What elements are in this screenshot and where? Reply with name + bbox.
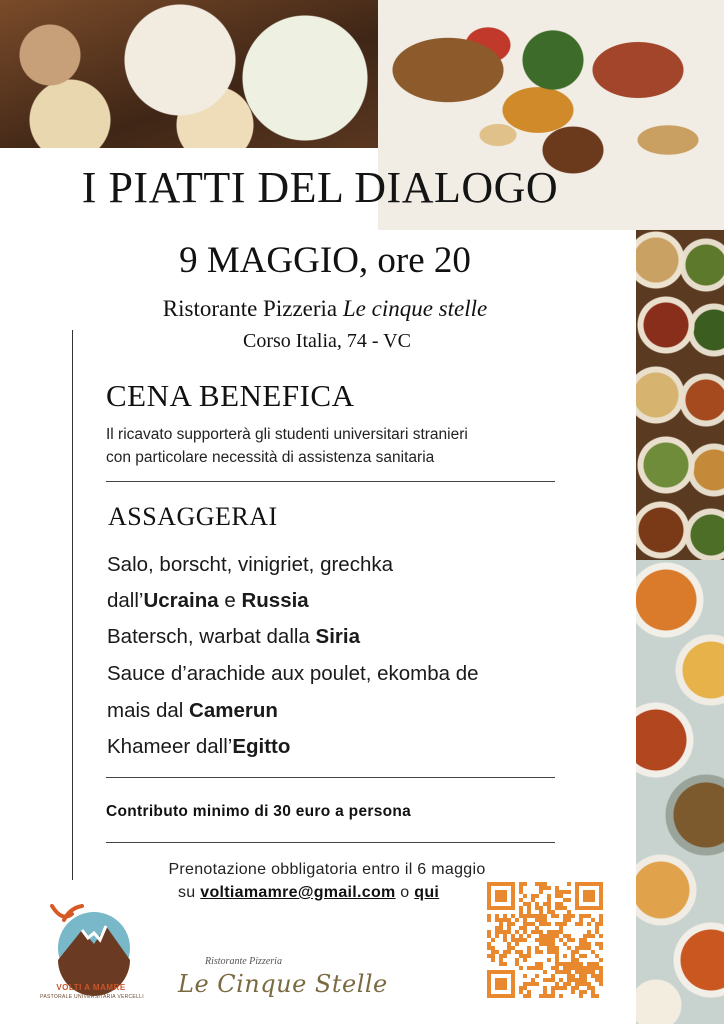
food-table-photo (0, 0, 380, 148)
dish-line (107, 733, 290, 761)
dish-line (107, 623, 360, 651)
divider (106, 842, 555, 843)
restaurant-logo-caption: Ristorante Pizzeria (205, 956, 282, 967)
venue-name: Le cinque stelle (342, 296, 488, 321)
dish-text: dall’ (107, 589, 144, 612)
page-title: I PIATTI DEL DIALOGO (81, 163, 559, 212)
event-date-time: 9 MAGGIO, ore 20 (179, 240, 471, 281)
divider (106, 777, 555, 778)
association-name: VOLTI A MAMRE (56, 983, 126, 992)
country-cameroon: Camerun (189, 699, 278, 722)
restaurant-logo: Le Cinque Stelle (178, 970, 388, 998)
booking-text: su (178, 884, 201, 901)
soup-bowls-photo (636, 560, 724, 1024)
dish-text: Khameer dall’ (107, 735, 233, 758)
dish-line: Salo, borscht, vinigriet, grechka (107, 553, 393, 576)
dish-line (107, 697, 278, 725)
country-ukraine: Ucraina (143, 589, 219, 612)
email-link[interactable]: voltiamamre@gmail.com (200, 884, 396, 901)
dish-text: mais dal (107, 699, 190, 722)
venue-prefix: Ristorante Pizzeria (162, 296, 338, 321)
venue-address: Corso Italia, 74 - VC (243, 330, 411, 352)
association-subtitle: PASTORALE UNIVERSITARIA VERCELLI (40, 994, 144, 1000)
dinner-heading: CENA BENEFICA (106, 378, 355, 413)
country-egypt: Egitto (232, 735, 291, 758)
qr-code-icon[interactable] (487, 882, 603, 998)
minimum-contribution: Contributo minimo di 30 euro a persona (106, 803, 412, 820)
dinner-description-line-2: con particolare necessità di assistenza sanitaria (106, 449, 435, 466)
dish-line: Sauce d’arachide aux poulet, ekomba de (107, 662, 479, 685)
dish-text: Batersch, warbat dalla (107, 625, 316, 648)
dish-line (107, 587, 309, 615)
booking-notice: Prenotazione obbligatoria entro il 6 maggio (168, 861, 486, 878)
dish-text: e (218, 589, 242, 612)
dinner-description-line-1: Il ricavato supporterà gli studenti universitari stranieri (106, 426, 468, 443)
country-syria: Siria (315, 625, 360, 648)
country-russia: Russia (241, 589, 309, 612)
booking-contact (178, 882, 439, 904)
booking-text: o (395, 884, 415, 901)
booking-link[interactable]: qui (414, 884, 440, 901)
dishes-heading: ASSAGGERAI (108, 502, 278, 531)
vertical-divider (72, 330, 73, 880)
venue-line (0, 294, 650, 324)
divider (106, 481, 555, 482)
